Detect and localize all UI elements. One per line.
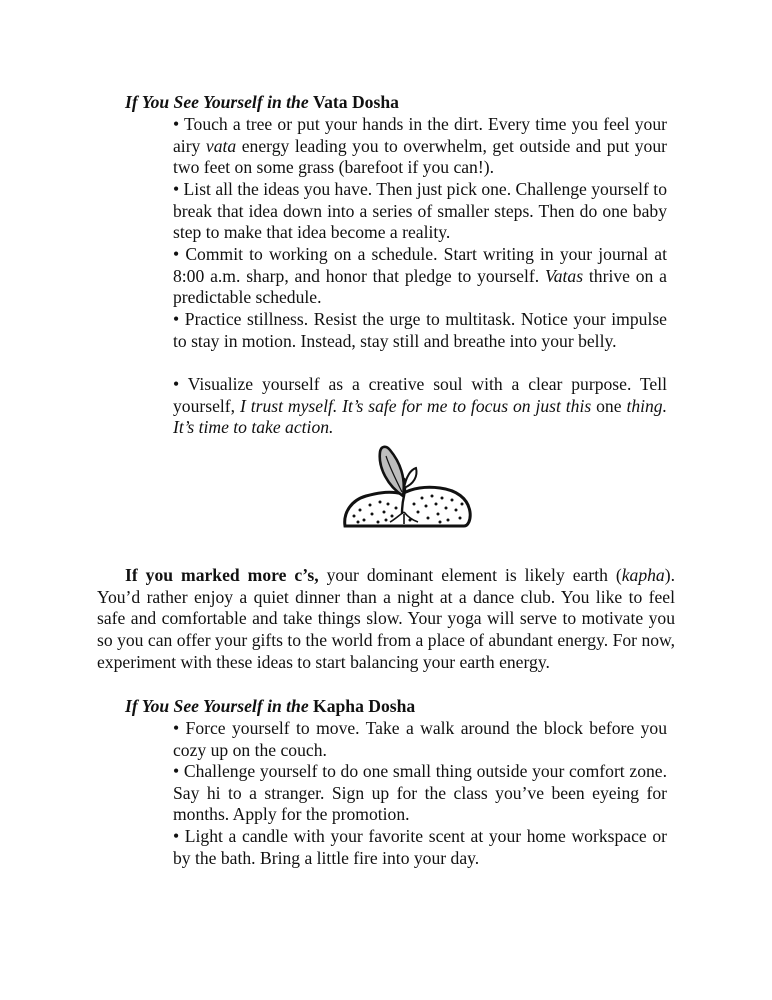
vata-bullet-3-text: • Commit to working on a schedule. Start writing in your journal at 8:00 a.m. sharp, and honor that pledge to yourself. Vatas thrive on a predictable schedule. xyxy=(173,244,667,308)
kapha-bullet-move xyxy=(135,718,667,761)
vata-bullet-ideas xyxy=(135,179,667,244)
kapha-bullet-candle xyxy=(135,826,667,869)
vata-heading-lead: If You See Yourself in the xyxy=(125,92,309,112)
vata-bullet-schedule xyxy=(135,244,667,309)
vata-bullet-grounding xyxy=(135,114,667,179)
kapha-bullet-comfort-zone xyxy=(135,761,667,826)
vata-bullet-1-text: • Touch a tree or put your hands in the dirt. Every time you feel your airy vata energy leading you to overwhelm, get outside and put your two feet on some grass (barefoot if you can!). xyxy=(173,114,667,178)
vata-bullet-5-text: • Visualize yourself as a creative soul with a clear purpose. Tell yourself, I trust myself. It’s safe for me to focus on just this one thing. It’s time to take action. xyxy=(173,374,668,438)
kapha-intro-lead: If you marked more c’s, xyxy=(125,565,319,585)
vata-bullet-2-text: • List all the ideas you have. Then just pick one. Challenge yourself to break that idea down into a series of smaller steps. Then do one baby step to make that idea become a reality. xyxy=(173,179,667,243)
kapha-heading xyxy=(125,696,415,718)
kapha-heading-dosha: Kapha Dosha xyxy=(313,696,416,716)
kapha-heading-lead: If You See Yourself in the xyxy=(125,696,309,716)
vata-bullet-4-text: • Practice stillness. Resist the urge to multitask. Notice your impulse to stay in motion. Instead, stay still and breathe into your belly. xyxy=(173,309,667,351)
kapha-bullet-2-text: • Challenge yourself to do one small thing outside your comfort zone. Say hi to a stranger. Sign up for the class you’ve been eyeing for months. Apply for the promotion. xyxy=(173,761,667,825)
vata-bullet-stillness xyxy=(135,309,667,352)
vata-heading xyxy=(125,92,399,114)
vata-bullet-visualize xyxy=(135,374,667,439)
sprout-icon xyxy=(340,442,476,532)
kapha-intro-paragraph: If you marked more c’s, your dominant element is likely earth (kapha). You’d rather enjoy a quiet dinner than a night at a dance club. You like to feel safe and comfortable and take things slow. Your yoga will serve to motivate you so you can offer your gifts to the world from a place of abundant energy. For now, experiment with these ideas to start balancing your earth energy. xyxy=(97,565,675,672)
vata-heading-dosha: Vata Dosha xyxy=(313,92,399,112)
kapha-bullet-1-text: • Force yourself to move. Take a walk around the block before you cozy up on the couch. xyxy=(173,718,667,760)
kapha-bullet-3-text: • Light a candle with your favorite scent at your home workspace or by the bath. Bring a little fire into your day. xyxy=(173,826,667,868)
